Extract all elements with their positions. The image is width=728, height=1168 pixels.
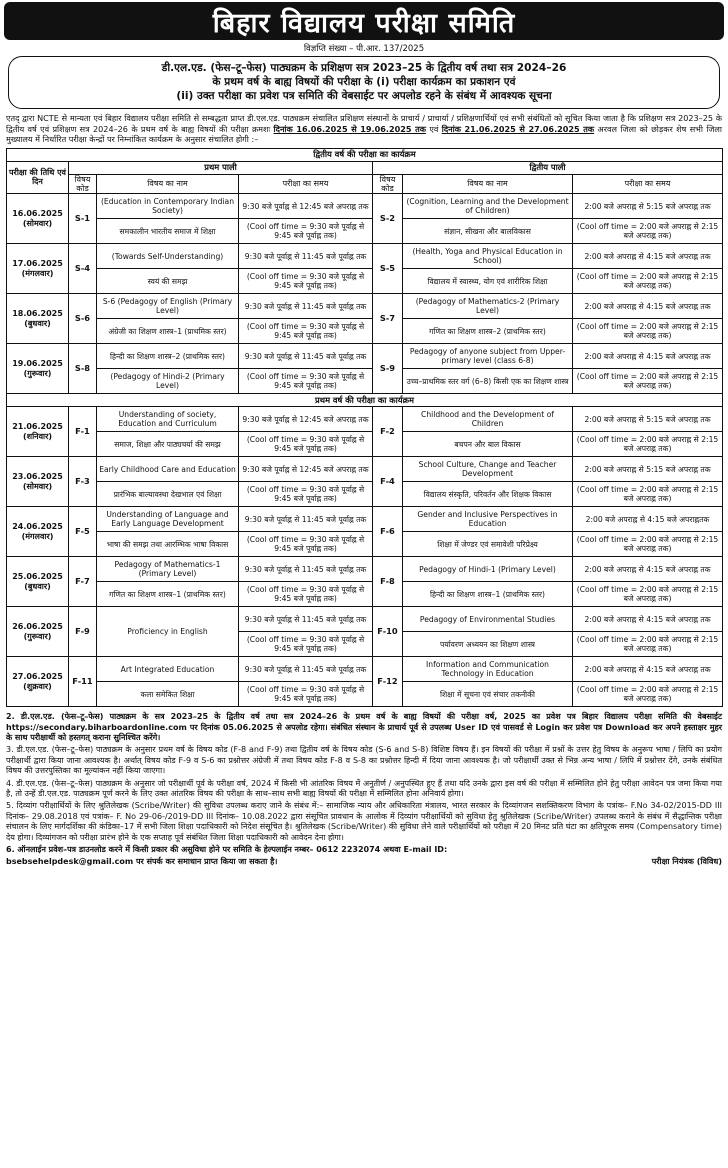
first-shift-time: 9:30 बजे पूर्वाह्न से 12:45 बजे अपराह्न तक <box>239 407 373 432</box>
first-shift-cooloff: (Cool off time = 9:30 बजे पूर्वाह्न से 9:45 बजे पूर्वाह्न तक) <box>239 432 373 457</box>
second-shift-subject-en: Childhood and the Development of Children <box>403 407 573 432</box>
exam-date-cell <box>7 507 69 557</box>
second-shift-subject-en: School Culture, Change and Teacher Development <box>403 457 573 482</box>
first-shift-subject-hi: भाषा की समझ तथा आरम्भिक भाषा विकास <box>97 532 239 557</box>
first-shift-time: 9:30 बजे पूर्वाह्न से 11:45 बजे पूर्वाह्न तक <box>239 294 373 319</box>
second-year-schedule-heading: द्वितीय वर्ष की परीक्षा का कार्यक्रम <box>7 148 723 161</box>
helpdesk-email[interactable]: bsebsehelpdesk@gmail.com पर संपर्क कर समाधान प्राप्त किया जा सकता है। <box>6 857 278 867</box>
table-row <box>7 607 723 632</box>
code-column-header: विषय कोड <box>373 174 403 193</box>
second-shift-cooloff: (Cool off time = 2:00 बजे अपराह्न से 2:15 बजे अपराह्न तक) <box>573 682 723 707</box>
second-shift-time: 2:00 बजे अपराह्न से 4:15 बजे अपराह्न तक <box>573 244 723 269</box>
exam-day: (बुधवार) <box>24 581 51 591</box>
exam-day: (बुधवार) <box>24 318 51 328</box>
exam-date-cell <box>7 407 69 457</box>
first-shift-subject-en: हिन्दी का शिक्षण शास्त्र–2 (प्राथमिक स्तर) <box>97 344 239 369</box>
exam-date-cell <box>7 657 69 707</box>
second-shift-code: F-6 <box>373 507 403 557</box>
exam-date: 26.06.2025 <box>12 622 63 632</box>
first-shift-subject-hi: समाज, शिक्षा और पाठ्यचर्या की समझ <box>97 432 239 457</box>
first-shift-time: 9:30 बजे पूर्वाह्न से 11:45 बजे पूर्वाह्न तक <box>239 657 373 682</box>
first-shift-subject-hi: कला समेकित शिक्षा <box>97 682 239 707</box>
second-shift-time: 2:00 बजे अपराह्न से 5:15 बजे अपराह्न तक <box>573 407 723 432</box>
first-shift-subject-en: Pedagogy of Mathematics-1 (Primary Level) <box>97 557 239 582</box>
first-shift-subject-en: Art Integrated Education <box>97 657 239 682</box>
second-shift-code: S-7 <box>373 294 403 344</box>
first-shift-cooloff: (Cool off time = 9:30 बजे पूर्वाह्न से 9:45 बजे पूर्वाह्न तक) <box>239 269 373 294</box>
table-row <box>7 457 723 482</box>
table-row <box>7 432 723 457</box>
first-shift-code: F-5 <box>69 507 97 557</box>
second-shift-subject-hi: विद्यालय संस्कृति, परिवर्तन और शिक्षक विकास <box>403 482 573 507</box>
table-row <box>7 344 723 369</box>
exam-date: 25.06.2025 <box>12 572 63 582</box>
second-shift-cooloff: (Cool off time = 2:00 बजे अपराह्न से 2:15 बजे अपराह्न तक) <box>573 582 723 607</box>
table-row <box>7 482 723 507</box>
note-4: 4. डी.एल.एड. (फेस–टू–फेस) पाठ्यक्रम के अनुसार जो परीक्षार्थी पूर्व के परीक्षा वर्ष, 2024 में किसी भी आंतरिक विषय में अनुतीर्ण / अनुपस्थित हुए हैं तथा यदि उनके द्वारा इस वर्ष की परीक्षा में सम्मिलित होने हेतु परीक्षा आवेदन पत्र जमा किया गया है, तो उन्हें डी.एल.एड. पाठ्यक्रम पूर्ण करने के लिए उक्त आंतरिक विषय की परीक्षा के साथ–साथ सभी बाह्य विषयों की परीक्षा में सम्मिलित होना अनिवार्य होगा। <box>6 778 722 799</box>
second-shift-subject-en: Pedagogy of anyone subject from Upper-primary level (class 6-8) <box>403 344 573 369</box>
second-shift-cooloff: (Cool off time = 2:00 बजे अपराह्न से 2:15 बजे अपराह्न तक) <box>573 632 723 657</box>
date-column-header: परीक्षा की तिथि एवं दिन <box>7 161 69 193</box>
table-row <box>7 219 723 244</box>
second-shift-subject-hi: हिन्दी का शिक्षण शास्त्र–1 (प्राथमिक स्तर) <box>403 582 573 607</box>
table-row <box>7 319 723 344</box>
table-row <box>7 407 723 432</box>
time-column-header: परीक्षा का समय <box>239 174 373 193</box>
exam-date: 21.06.2025 <box>12 422 63 432</box>
second-shift-subject-hi: विद्यालय में स्वास्थ्य, योग एवं शारीरिक शिक्षा <box>403 269 573 294</box>
first-shift-code: F-7 <box>69 557 97 607</box>
exam-schedule-table <box>6 148 723 707</box>
first-shift-subject-en: Early Childhood Care and Education <box>97 457 239 482</box>
first-shift-cooloff: (Cool off time = 9:30 बजे पूर्वाह्न से 9:45 बजे पूर्वाह्न तक) <box>239 482 373 507</box>
second-shift-code: F-2 <box>373 407 403 457</box>
first-shift-code: S-8 <box>69 344 97 394</box>
exam-date: 16.06.2025 <box>12 209 63 219</box>
second-shift-time: 2:00 बजे अपराह्न से 4:15 बजे अपराह्न तक <box>573 607 723 632</box>
second-shift-code: F-8 <box>373 557 403 607</box>
exam-date-cell <box>7 607 69 657</box>
second-shift-time: 2:00 बजे अपराह्न से 4:15 बजे अपराह्न तक <box>573 294 723 319</box>
notice-page <box>4 2 724 868</box>
subject-line-1: डी.एल.एड. (फेस–टू–फेस) पाठ्यक्रम के प्रशिक्षण सत्र 2023–25 के द्वितीय वर्ष तथा सत्र 2024–26 <box>161 62 567 74</box>
first-shift-time: 9:30 बजे पूर्वाह्न से 11:45 बजे पूर्वाह्न तक <box>239 344 373 369</box>
exam-day: (सोमवार) <box>22 481 53 491</box>
table-row <box>7 557 723 582</box>
intro-mid: एवं <box>429 123 439 134</box>
subject-line-3: (ii) उक्त परीक्षा का प्रवेश पत्र समिति की वेबसाईट पर अपलोड रहने के संबंध में आवश्यक सूचना <box>176 90 552 102</box>
first-shift-code: F-3 <box>69 457 97 507</box>
first-shift-cooloff: (Cool off time = 9:30 बजे पूर्वाह्न से 9:45 बजे पूर्वाह्न तक) <box>239 532 373 557</box>
second-shift-time: 2:00 बजे अपराह्न से 4:15 बजे अपराह्नतक <box>573 507 723 532</box>
second-shift-time: 2:00 बजे अपराह्न से 4:15 बजे अपराह्न तक <box>573 657 723 682</box>
first-shift-time: 9:30 बजे पूर्वाह्न से 11:45 बजे पूर्वाह्न तक <box>239 557 373 582</box>
second-shift-time: 2:00 बजे अपराह्न से 4:15 बजे अपराह्न तक <box>573 344 723 369</box>
intro-paragraph <box>6 113 722 145</box>
first-shift-code: S-4 <box>69 244 97 294</box>
first-shift-code: F-1 <box>69 407 97 457</box>
second-shift-subject-hi: बचपन और बाल विकास <box>403 432 573 457</box>
first-shift-subject-hi: प्रारंभिक बाल्यावस्था देखभाल एवं शिक्षा <box>97 482 239 507</box>
second-shift-cooloff: (Cool off time = 2:00 बजे अपराह्न से 2:15 बजे अपराह्न तक) <box>573 482 723 507</box>
table-row <box>7 657 723 682</box>
second-shift-subject-en: Pedagogy of Environmental Studies <box>403 607 573 632</box>
second-shift-cooloff: (Cool off time = 2:00 बजे अपराह्न से 2:15 बजे अपराह्न तक) <box>573 532 723 557</box>
second-shift-cooloff: (Cool off time = 2:00 बजे अपराह्न से 2:15 बजे अपराह्न तक) <box>573 369 723 394</box>
first-shift-time: 9:30 बजे पूर्वाह्न से 11:45 बजे पूर्वाह्न तक <box>239 244 373 269</box>
second-shift-subject-en: Gender and Inclusive Perspectives in Education <box>403 507 573 532</box>
second-shift-cooloff: (Cool off time = 2:00 बजे अपराह्न से 2:15 बजे अपराह्न तक) <box>573 269 723 294</box>
second-shift-code: F-4 <box>373 457 403 507</box>
first-shift-cooloff: (Cool off time = 9:30 बजे पूर्वाह्न से 9:45 बजे पूर्वाह्न तक) <box>239 319 373 344</box>
first-shift-time: 9:30 बजे पूर्वाह्न से 11:45 बजे पूर्वाह्न तक <box>239 507 373 532</box>
exam-day: (गुरूवार) <box>23 631 52 641</box>
second-shift-subject-en: (Health, Yoga and Physical Education in School) <box>403 244 573 269</box>
first-shift-code: S-6 <box>69 294 97 344</box>
first-shift-subject-hi: गणित का शिक्षण शास्त्र–1 (प्राथमिक स्तर) <box>97 582 239 607</box>
first-shift-subject-en: S-6 (Pedagogy of English (Primary Level) <box>97 294 239 319</box>
table-row <box>7 269 723 294</box>
board-title-banner: बिहार विद्यालय परीक्षा समिति <box>4 2 724 40</box>
first-shift-cooloff: (Cool off time = 9:30 बजे पूर्वाह्न से 9:45 बजे पूर्वाह्न तक) <box>239 582 373 607</box>
exam-date-cell <box>7 557 69 607</box>
second-year-rows <box>7 194 723 394</box>
note-5: 5. दिव्यांग परीक्षार्थियों के लिए श्रुतिलेखक (Scribe/Writer) की सुविधा उपलब्ध कराए जाने के संबंध में:– सामाजिक न्याय और अधिकारिता मंत्रालय, भारत सरकार के दिव्यांगजन सशक्तिकरण विभाग के पत्रांक– F.No 34-02/2015-DD III दिनांक– 29.08.2018 एवं पत्रांक– F. No 29-06-/2019-DD III दिनांक– 10.08.2022 द्वारा संसूचित प्रावधान के आलोक में दिव्यांग परीक्षार्थियों को सुविधा हेतु श्रुतिलेखक (Scribe/Writer) उपलब्ध कराने के संबंध में सैद्धान्तिक परीक्षा संचालन के लिए मार्गदर्शिका की कंडिका–17 में सभी जिला शिक्षा पदाधिकारी को निदेश संसूचित है। श्रुतिलेखक (Scribe/Writer) की सुविधा लेने वाले परीक्षार्थियों को परीक्षा में 20 मिनट प्रति घंटा का क्षतिपूरक समय (Compensatory time) देय होगा। दिव्यांगजन को परीक्षा प्रारंभ होने के एक सप्ताह पूर्व संबंधित जिला शिक्षा पदाधिकारी को आवेदन देना होगा। <box>6 801 722 842</box>
exam-day: (मंगलवार) <box>21 531 54 541</box>
second-shift-cooloff: (Cool off time = 2:00 बजे अपराह्न से 2:15 बजे अपराह्न तक) <box>573 319 723 344</box>
first-shift-subject-hi: (Pedagogy of Hindi-2 (Primary Level) <box>97 369 239 394</box>
first-shift-cooloff: (Cool off time = 9:30 बजे पूर्वाह्न से 9:45 बजे पूर्वाह्न तक) <box>239 219 373 244</box>
first-year-schedule-heading: प्रथम वर्ष की परीक्षा का कार्यक्रम <box>7 394 723 407</box>
second-shift-subject-hi: शिक्षा में जेण्डर एवं समावेशी परिप्रेक्ष्य <box>403 532 573 557</box>
exam-date: 19.06.2025 <box>12 359 63 369</box>
second-shift-subject-en: Pedagogy of Hindi-1 (Primary Level) <box>403 557 573 582</box>
first-shift-subject-en: Understanding of Language and Early Language Development <box>97 507 239 532</box>
exam-date-cell <box>7 344 69 394</box>
table-row <box>7 532 723 557</box>
second-shift-time: 2:00 बजे अपराह्न से 4:15 बजे अपराह्न तक <box>573 557 723 582</box>
notes-section <box>6 712 722 868</box>
exam-date: 18.06.2025 <box>12 309 63 319</box>
first-shift-subject-hi: स्वयं की समझ <box>97 269 239 294</box>
first-shift-code: F-11 <box>69 657 97 707</box>
first-shift-time: 9:30 बजे पूर्वाह्न से 12:45 बजे अपराह्न तक <box>239 194 373 219</box>
intro-dates-2: दिनांक 21.06.2025 से 27.06.2025 तक <box>441 123 595 134</box>
first-shift-code: F-9 <box>69 607 97 657</box>
first-shift-cooloff: (Cool off time = 9:30 बजे पूर्वाह्न से 9:45 बजे पूर्वाह्न तक) <box>239 682 373 707</box>
first-shift-time: 9:30 बजे पूर्वाह्न से 12:45 बजे अपराह्न तक <box>239 457 373 482</box>
exam-date: 24.06.2025 <box>12 522 63 532</box>
second-shift-code: S-2 <box>373 194 403 244</box>
exam-day: (शुक्रवार) <box>23 681 52 691</box>
exam-date-cell <box>7 294 69 344</box>
first-year-rows <box>7 407 723 707</box>
second-shift-subject-hi: गणित का शिक्षण शास्त्र–2 (प्राथमिक स्तर) <box>403 319 573 344</box>
second-shift-code: S-9 <box>373 344 403 394</box>
intro-part-2: अरवल जिला को छोड़कर शेष सभी जिला मुख्यालय में निर्धारित परीक्षा केन्द्रों पर निम्नांकित कार्यक्रम के अनुसार संचालित होगी :– <box>6 123 723 145</box>
first-shift-subject-en: Understanding of society, Education and Curriculum <box>97 407 239 432</box>
table-row <box>7 369 723 394</box>
table-row <box>7 194 723 219</box>
intro-dates-1: दिनांक 16.06.2025 से 19.06.2025 तक <box>273 123 426 134</box>
second-shift-subject-hi: पर्यावरण अध्ययन का शिक्षण शास्त्र <box>403 632 573 657</box>
table-row <box>7 294 723 319</box>
exam-date-cell <box>7 244 69 294</box>
exam-day: (गुरूवार) <box>23 368 52 378</box>
second-shift-time: 2:00 बजे अपराह्न से 5:15 बजे अपराह्न तक <box>573 457 723 482</box>
second-shift-code: F-12 <box>373 657 403 707</box>
second-shift-cooloff: (Cool off time = 2:00 बजे अपराह्न से 2:15 बजे अपराह्न तक) <box>573 432 723 457</box>
table-row <box>7 507 723 532</box>
exam-day: (मंगलवार) <box>21 268 54 278</box>
second-shift-subject-hi: संज्ञान, सीखना और बालविकास <box>403 219 573 244</box>
second-shift-subject-en: Information and Communication Technology in Education <box>403 657 573 682</box>
footer-line <box>6 857 722 867</box>
exam-day: (सोमवार) <box>22 218 53 228</box>
second-shift-subject-hi: उच्च–प्राथमिक स्तर वर्ग (6–8) किसी एक का शिक्षण शास्त्र <box>403 369 573 394</box>
second-shift-cooloff: (Cool off time = 2:00 बजे अपराह्न से 2:15 बजे अपराह्न तक) <box>573 219 723 244</box>
exam-date-cell <box>7 457 69 507</box>
first-shift-subject-en: (Education in Contemporary Indian Society) <box>97 194 239 219</box>
code-column-header: विषय कोड <box>69 174 97 193</box>
note-2: 2. डी.एल.एड. (फेस–टू–फेस) पाठ्यक्रम के सत्र 2023–25 के द्वितीय वर्ष तथा सत्र 2024–26 के प्रथम वर्ष के बाह्य विषयों की परीक्षा वर्ष, 2025 का प्रवेश पत्र बिहार विद्यालय परीक्षा समिति की वेबसाईट https://secondary.biharboardonline.com पर दिनांक 05.06.2025 से अपलोड रहेगा। संबंधित संस्थान के प्राचार्य पूर्व से उपलब्ध User ID एवं पासवर्ड से Login कर प्रवेश पत्र Download कर अपने हस्ताक्षर मुहर के साथ परीक्षार्थी को हस्तगत् कराना सुनिश्चित करेंगे। <box>6 712 722 742</box>
first-shift-cooloff: (Cool off time = 9:30 बजे पूर्वाह्न से 9:45 बजे पूर्वाह्न तक) <box>239 369 373 394</box>
table-row <box>7 682 723 707</box>
note-6: 6. ऑनलाईन प्रवेश–पत्र डाउनलोड करने में किसी प्रकार की असुविधा होने पर समिति के हेल्पलाईन नम्बर– 0612 2232074 अथवा E-mail ID: <box>6 845 448 855</box>
first-shift-subject-hi: अंग्रेजी का शिक्षण शास्त्र–1 (प्राथमिक स्तर) <box>97 319 239 344</box>
second-shift-subject-hi: शिक्षा में सूचना एवं संचार तकनीकी <box>403 682 573 707</box>
table-row <box>7 582 723 607</box>
subject-box <box>8 56 720 109</box>
subject-column-header: विषय का नाम <box>403 174 573 193</box>
first-shift-cooloff: (Cool off time = 9:30 बजे पूर्वाह्न से 9:45 बजे पूर्वाह्न तक) <box>239 632 373 657</box>
signatory: परीक्षा नियंत्रक (विविध) <box>651 857 722 867</box>
first-shift-time: 9:30 बजे पूर्वाह्न से 11:45 बजे पूर्वाह्न तक <box>239 607 373 632</box>
second-shift-time: 2:00 बजे अपराह्न से 5:15 बजे अपराह्न तक <box>573 194 723 219</box>
second-shift-code: F-10 <box>373 607 403 657</box>
exam-date: 23.06.2025 <box>12 472 63 482</box>
first-shift-subject-en: Proficiency in English <box>97 607 239 657</box>
second-shift-subject-en: (Cognition, Learning and the Development of Children) <box>403 194 573 219</box>
exam-date-cell <box>7 194 69 244</box>
second-shift-subject-en: (Pedagogy of Mathematics-2 (Primary Level) <box>403 294 573 319</box>
second-shift-header: द्वितीय पाली <box>373 161 723 174</box>
time-column-header: परीक्षा का समय <box>573 174 723 193</box>
subject-line-2: के प्रथम वर्ष के बाह्य विषयों की परीक्षा के (i) परीक्षा कार्यक्रम का प्रकाशन एवं <box>212 76 516 88</box>
first-shift-subject-en: (Towards Self-Understanding) <box>97 244 239 269</box>
first-shift-header: प्रथम पाली <box>69 161 373 174</box>
notice-number: विज्ञप्ति संख्या – पी.आर. 137/2025 <box>303 44 425 54</box>
intro-part-1: एतद् द्वारा NCTE से मान्यता एवं बिहार विद्यालय परीक्षा समिति से सम्बद्धता प्राप्त डी.एल.एड. पाठ्यक्रम संचालित प्रशिक्षण संस्थानों के प्राचार्य / प्राचार्या / प्रशिक्षणार्थियों एवं सभी संबंधितों को सूचित किया जाता है कि प्रशिक्षण सत्र 2023–25 के द्वितीय वर्ष एवं प्रशिक्षण सत्र 2024–26 के प्रथम वर्ष के बाह्य विषयों की परीक्षा क्रमशः <box>6 113 722 134</box>
table-row <box>7 244 723 269</box>
exam-date: 27.06.2025 <box>12 672 63 682</box>
first-shift-code: S-1 <box>69 194 97 244</box>
second-shift-code: S-5 <box>373 244 403 294</box>
exam-date: 17.06.2025 <box>12 259 63 269</box>
note-3: 3. डी.एल.एड. (फेस–टू–फेस) पाठ्यक्रम के अनुसार प्रथम वर्ष के विषय कोड (F-8 and F-9) तथा द्वितीय वर्ष के विषय कोड (S-6 and S-8) विशिष्ट विषय हैं। इन विषयों की परीक्षा में प्रश्नों के उत्तर हेतु विषय के अनुरूप भाषा / लिपि का प्रयोग परीक्षार्थी द्वारा किया जाना आवश्यक है। अर्थात् विषय कोड F-9 व S-6 का प्रश्नोत्तर अंग्रेजी में तथा विषय कोड F-8 व S-8 का प्रश्नोत्तर हिन्दी में दिया जाना आवश्यक है। जो परीक्षार्थी उक्त से भिन्न अन्य भाषा / लिपि में प्रश्नोत्तर देंगे, उनके संबंधित विषय की उत्तरपुस्तिका का मूल्यांकन नहीं किया जाएगा। <box>6 745 722 776</box>
first-shift-subject-hi: समकालीन भारतीय समाज में शिक्षा <box>97 219 239 244</box>
subject-column-header: विषय का नाम <box>97 174 239 193</box>
exam-day: (शनिवार) <box>22 431 53 441</box>
